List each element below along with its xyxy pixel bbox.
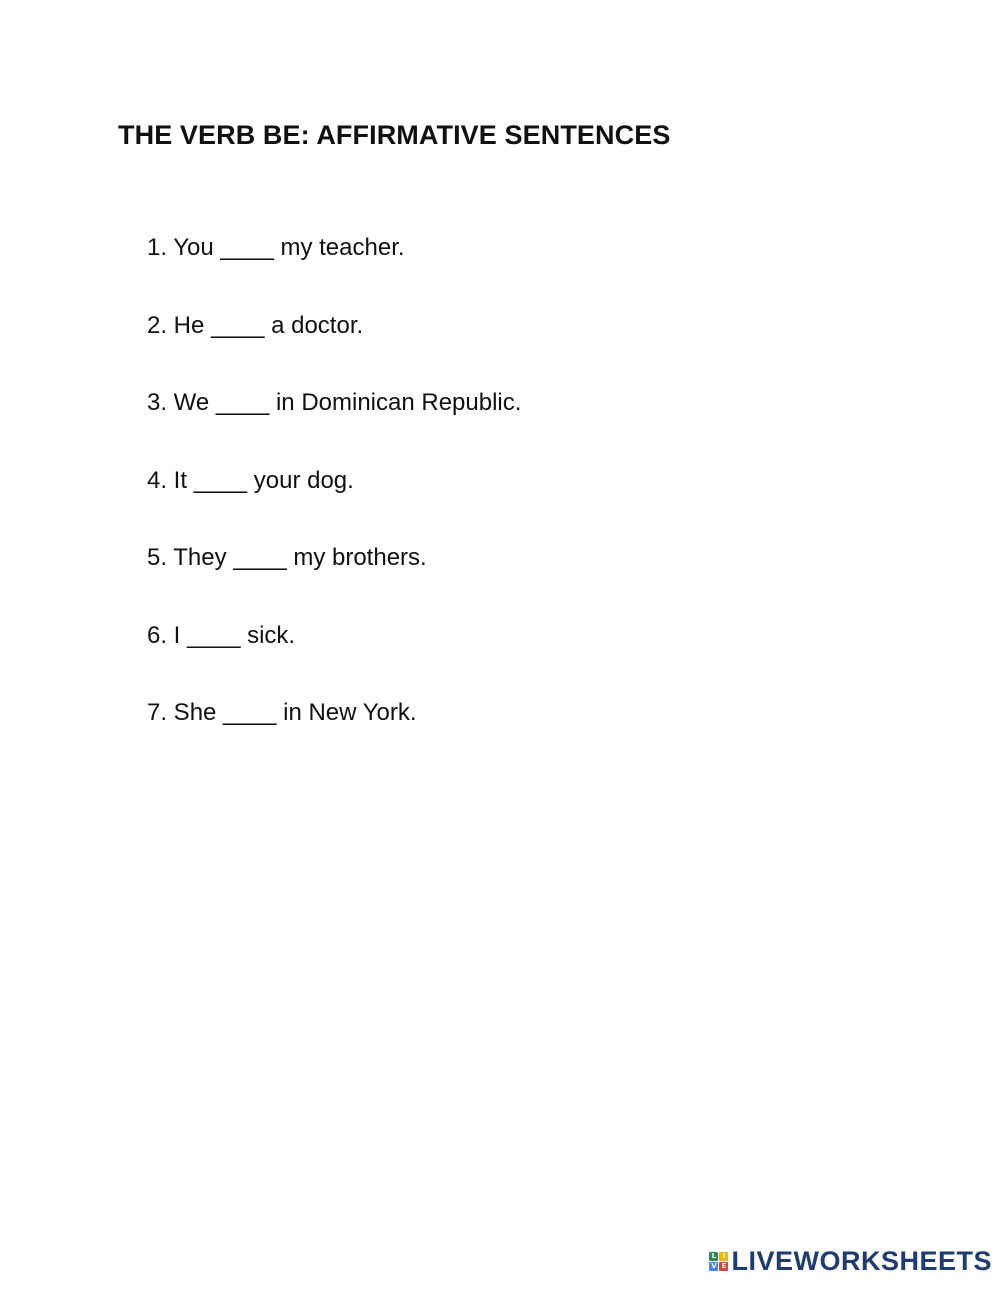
liveworksheets-logo[interactable] xyxy=(709,1248,992,1275)
logo-tile-l: L xyxy=(709,1252,718,1261)
exercise-item-3: 3. We ____ in Dominican Republic. xyxy=(147,389,522,416)
brand-name: LIVEWORKSHEETS xyxy=(731,1246,992,1276)
exercise-item-6: 6. I ____ sick. xyxy=(147,621,296,649)
liveworksheets-logo-icon xyxy=(709,1252,728,1271)
exercise-item-1: 1. You ____ my teacher. xyxy=(147,234,405,261)
exercise-item-7: 7. She ____ in New York. xyxy=(147,699,417,726)
logo-tile-e: E xyxy=(719,1262,728,1271)
exercise-item-4: 4. It ____ your dog. xyxy=(147,466,354,494)
exercise-list xyxy=(147,230,521,773)
worksheet-title: THE VERB BE: AFFIRMATIVE SENTENCES xyxy=(118,120,671,150)
logo-tile-v: V xyxy=(711,1262,717,1270)
exercise-item-5: 5. They ____ my brothers. xyxy=(147,544,427,571)
exercise-item-2: 2. He ____ a doctor. xyxy=(147,311,364,339)
logo-tile-i: I xyxy=(719,1252,728,1261)
